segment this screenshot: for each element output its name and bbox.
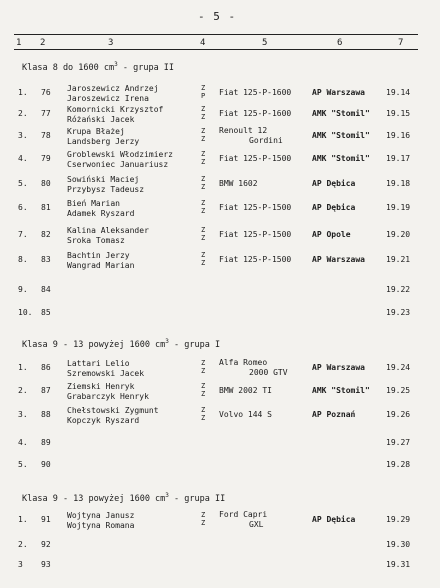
table-row bbox=[0, 283, 440, 307]
club-cell: AP Dębica bbox=[312, 515, 356, 524]
club-cell: AP Warszawa bbox=[312, 88, 365, 97]
driver-licence: Z bbox=[201, 511, 206, 519]
position-cell: 4. bbox=[18, 154, 28, 163]
table-row bbox=[0, 558, 440, 582]
licence-cell bbox=[201, 199, 205, 215]
codriver-licence: Z bbox=[201, 367, 206, 375]
start-time-cell: 19.22 bbox=[386, 285, 411, 294]
position-cell: 10. bbox=[18, 308, 33, 317]
codriver-name: Cserwoniec Januariusz bbox=[67, 160, 169, 169]
car-cell bbox=[219, 358, 288, 378]
column-header-3: 3 bbox=[108, 38, 114, 48]
column-header-7: 7 bbox=[398, 38, 404, 48]
table-row bbox=[0, 152, 440, 176]
start-time-cell: 19.29 bbox=[386, 515, 411, 524]
column-header-1: 1 bbox=[16, 38, 22, 48]
header-rule-bottom bbox=[14, 49, 418, 50]
table-row bbox=[0, 358, 440, 385]
codriver-licence: Z bbox=[201, 234, 206, 242]
car-model: Fiat 125-P-1500 bbox=[219, 154, 292, 163]
section-group: - grupa I bbox=[168, 339, 221, 350]
driver-name: Wojtyna Janusz bbox=[67, 511, 135, 520]
start-number-cell: 85 bbox=[41, 308, 51, 317]
start-number-cell: 83 bbox=[41, 255, 51, 264]
start-number-cell: 81 bbox=[41, 203, 51, 212]
driver-name: Bień Marian bbox=[67, 199, 120, 208]
car-model: BMW 2002 TI bbox=[219, 386, 272, 395]
driver-licence: Z bbox=[201, 226, 206, 234]
licence-cell bbox=[201, 150, 205, 166]
car-model: Renoult 12 bbox=[219, 126, 268, 135]
start-number-cell: 89 bbox=[41, 438, 51, 447]
table-row bbox=[0, 436, 440, 460]
section-label: Klasa 8 do 1600 cm bbox=[22, 62, 115, 73]
car-model: Fiat 125-P-1600 bbox=[219, 109, 292, 118]
car-model: Volvo 144 S bbox=[219, 410, 272, 419]
driver-name: Ziemski Henryk bbox=[67, 382, 135, 391]
section-heading bbox=[22, 491, 225, 504]
table-row bbox=[0, 228, 440, 252]
licence-cell bbox=[201, 175, 205, 191]
codriver-name: Sroka Tomasz bbox=[67, 236, 125, 245]
codriver-name: Wangrad Marian bbox=[67, 261, 135, 270]
position-cell: 1. bbox=[18, 515, 28, 524]
car-cell bbox=[219, 230, 291, 240]
car-cell bbox=[219, 154, 291, 164]
column-header-2: 2 bbox=[40, 38, 46, 48]
position-cell: 7. bbox=[18, 230, 28, 239]
codriver-name: Jaroszewicz Irena bbox=[67, 94, 149, 103]
car-cell bbox=[219, 88, 291, 98]
start-number-cell: 84 bbox=[41, 285, 51, 294]
club-cell: AP Warszawa bbox=[312, 255, 365, 264]
club-cell: AP Dębica bbox=[312, 179, 356, 188]
section-group: - grupa II bbox=[117, 62, 175, 73]
codriver-name: Szremowski Jacek bbox=[67, 369, 145, 378]
start-number-cell: 82 bbox=[41, 230, 51, 239]
codriver-name: Adamek Ryszard bbox=[67, 209, 135, 218]
position-cell: 9. bbox=[18, 285, 28, 294]
car-model: Fiat 125-P-1500 bbox=[219, 255, 292, 264]
section-unit-exponent: 3 bbox=[165, 338, 169, 345]
car-cell bbox=[219, 179, 258, 189]
start-time-cell: 19.31 bbox=[386, 560, 411, 569]
club-cell: AMK "Stomil" bbox=[312, 109, 370, 118]
column-header-5: 5 bbox=[262, 38, 268, 48]
codriver-licence: Z bbox=[201, 158, 206, 166]
driver-name: Komornicki Krzysztof bbox=[67, 105, 164, 114]
driver-licence: Z bbox=[201, 105, 206, 113]
licence-cell bbox=[201, 359, 205, 375]
start-number-cell: 93 bbox=[41, 560, 51, 569]
section-heading bbox=[22, 60, 174, 73]
start-time-cell: 19.16 bbox=[386, 131, 411, 140]
club-cell: AMK "Stomil" bbox=[312, 131, 370, 140]
position-cell: 6. bbox=[18, 203, 28, 212]
crew-cell bbox=[67, 84, 159, 104]
driver-licence: Z bbox=[201, 406, 206, 414]
start-time-cell: 19.21 bbox=[386, 255, 411, 264]
codriver-name: Landsberg Jerzy bbox=[67, 137, 140, 146]
driver-licence: Z bbox=[201, 359, 206, 367]
car-cell bbox=[219, 510, 267, 530]
driver-name: Groblewski Włodzimierz bbox=[67, 150, 173, 159]
start-time-cell: 19.15 bbox=[386, 109, 411, 118]
codriver-licence: Z bbox=[201, 414, 206, 422]
driver-licence: Z bbox=[201, 382, 206, 390]
car-cell bbox=[219, 386, 272, 396]
codriver-licence: P bbox=[201, 92, 206, 100]
start-time-cell: 19.25 bbox=[386, 386, 411, 395]
position-cell: 2. bbox=[18, 540, 28, 549]
crew-cell bbox=[67, 251, 134, 271]
start-number-cell: 78 bbox=[41, 131, 51, 140]
car-variant: GXL bbox=[249, 520, 264, 529]
section-unit-exponent: 3 bbox=[114, 61, 118, 68]
club-cell: AMK "Stomil" bbox=[312, 154, 370, 163]
car-cell bbox=[219, 126, 283, 146]
codriver-licence: Z bbox=[201, 135, 206, 143]
start-time-cell: 19.24 bbox=[386, 363, 411, 372]
codriver-licence: Z bbox=[201, 207, 206, 215]
car-cell bbox=[219, 255, 291, 265]
codriver-name: Grabarczyk Henryk bbox=[67, 392, 149, 401]
start-time-cell: 19.18 bbox=[386, 179, 411, 188]
table-row bbox=[0, 510, 440, 537]
table-row bbox=[0, 253, 440, 277]
driver-licence: Z bbox=[201, 251, 206, 259]
driver-licence: Z bbox=[201, 175, 206, 183]
start-time-cell: 19.26 bbox=[386, 410, 411, 419]
start-number-cell: 87 bbox=[41, 386, 51, 395]
driver-name: Lattari Lelio bbox=[67, 359, 130, 368]
crew-cell bbox=[67, 382, 149, 402]
car-model: BMW 1602 bbox=[219, 179, 258, 188]
start-number-cell: 76 bbox=[41, 88, 51, 97]
start-time-cell: 19.28 bbox=[386, 460, 411, 469]
driver-licence: Z bbox=[201, 127, 206, 135]
position-cell: 1. bbox=[18, 88, 28, 97]
start-time-cell: 19.19 bbox=[386, 203, 411, 212]
codriver-licence: Z bbox=[201, 519, 206, 527]
start-time-cell: 19.17 bbox=[386, 154, 411, 163]
licence-cell bbox=[201, 406, 205, 422]
crew-cell bbox=[67, 511, 134, 531]
club-cell: AP Poznań bbox=[312, 410, 356, 419]
crew-cell bbox=[67, 105, 163, 125]
codriver-licence: Z bbox=[201, 113, 206, 121]
position-cell: 3 bbox=[18, 560, 23, 569]
section-heading bbox=[22, 337, 220, 350]
start-time-cell: 19.14 bbox=[386, 88, 411, 97]
car-model: Fiat 125-P-1600 bbox=[219, 88, 292, 97]
position-cell: 2. bbox=[18, 386, 28, 395]
position-cell: 4. bbox=[18, 438, 28, 447]
crew-cell bbox=[67, 175, 144, 195]
table-row bbox=[0, 177, 440, 201]
codriver-licence: Z bbox=[201, 183, 206, 191]
position-cell: 5. bbox=[18, 179, 28, 188]
start-number-cell: 80 bbox=[41, 179, 51, 188]
car-variant: 2000 GTV bbox=[249, 368, 288, 377]
driver-name: Chełstowski Zygmunt bbox=[67, 406, 159, 415]
driver-name: Jaroszewicz Andrzej bbox=[67, 84, 159, 93]
driver-name: Sowiński Maciej bbox=[67, 175, 140, 184]
table-row bbox=[0, 201, 440, 225]
codriver-licence: Z bbox=[201, 390, 206, 398]
driver-name: Bachtin Jerzy bbox=[67, 251, 130, 260]
start-number-cell: 88 bbox=[41, 410, 51, 419]
licence-cell bbox=[201, 226, 205, 242]
column-header-4: 4 bbox=[200, 38, 206, 48]
licence-cell bbox=[201, 105, 205, 121]
section-label: Klasa 9 - 13 powyżej 1600 cm bbox=[22, 493, 166, 504]
crew-cell bbox=[67, 359, 144, 379]
codriver-name: Różański Jacek bbox=[67, 115, 135, 124]
table-row bbox=[0, 408, 440, 432]
car-model: Fiat 125-P-1500 bbox=[219, 230, 292, 239]
start-number-cell: 91 bbox=[41, 515, 51, 524]
start-time-cell: 19.23 bbox=[386, 308, 411, 317]
car-model: Fiat 125-P-1500 bbox=[219, 203, 292, 212]
licence-cell bbox=[201, 251, 205, 267]
car-cell bbox=[219, 203, 291, 213]
driver-name: Krupa Błażej bbox=[67, 127, 125, 136]
start-time-cell: 19.20 bbox=[386, 230, 411, 239]
table-row bbox=[0, 306, 440, 330]
club-cell: AMK "Stomil" bbox=[312, 386, 370, 395]
crew-cell bbox=[67, 150, 173, 170]
header-rule-top bbox=[14, 34, 418, 35]
start-time-cell: 19.30 bbox=[386, 540, 411, 549]
car-cell bbox=[219, 109, 291, 119]
position-cell: 3. bbox=[18, 131, 28, 140]
codriver-name: Przybysz Tadeusz bbox=[67, 185, 145, 194]
licence-cell bbox=[201, 382, 205, 398]
section-unit-exponent: 3 bbox=[165, 492, 169, 499]
start-number-cell: 86 bbox=[41, 363, 51, 372]
start-number-cell: 79 bbox=[41, 154, 51, 163]
table-row bbox=[0, 384, 440, 408]
start-number-cell: 90 bbox=[41, 460, 51, 469]
crew-cell bbox=[67, 226, 149, 246]
driver-name: Kalina Aleksander bbox=[67, 226, 149, 235]
start-time-cell: 19.27 bbox=[386, 438, 411, 447]
column-header-6: 6 bbox=[337, 38, 343, 48]
codriver-name: Kopczyk Ryszard bbox=[67, 416, 140, 425]
crew-cell bbox=[67, 406, 159, 426]
licence-cell bbox=[201, 127, 205, 143]
crew-cell bbox=[67, 127, 139, 147]
start-number-cell: 92 bbox=[41, 540, 51, 549]
car-cell bbox=[219, 410, 272, 420]
driver-licence: Z bbox=[201, 150, 206, 158]
licence-cell bbox=[201, 84, 205, 100]
section-label: Klasa 9 - 13 powyżej 1600 cm bbox=[22, 339, 166, 350]
position-cell: 3. bbox=[18, 410, 28, 419]
section-group: - grupa II bbox=[168, 493, 226, 504]
page-number: - 5 - bbox=[198, 10, 237, 23]
position-cell: 5. bbox=[18, 460, 28, 469]
driver-licence: Z bbox=[201, 199, 206, 207]
position-cell: 2. bbox=[18, 109, 28, 118]
car-model: Alfa Romeo bbox=[219, 358, 268, 367]
club-cell: AP Dębica bbox=[312, 203, 356, 212]
table-row bbox=[0, 458, 440, 482]
driver-licence: Z bbox=[201, 84, 206, 92]
club-cell: AP Opole bbox=[312, 230, 351, 239]
position-cell: 1. bbox=[18, 363, 28, 372]
crew-cell bbox=[67, 199, 134, 219]
start-number-cell: 77 bbox=[41, 109, 51, 118]
club-cell: AP Warszawa bbox=[312, 363, 365, 372]
car-model: Ford Capri bbox=[219, 510, 268, 519]
codriver-name: Wojtyna Romana bbox=[67, 521, 135, 530]
car-variant: Gordini bbox=[249, 136, 283, 145]
table-row bbox=[0, 126, 440, 153]
codriver-licence: Z bbox=[201, 259, 206, 267]
licence-cell bbox=[201, 511, 205, 527]
position-cell: 8. bbox=[18, 255, 28, 264]
